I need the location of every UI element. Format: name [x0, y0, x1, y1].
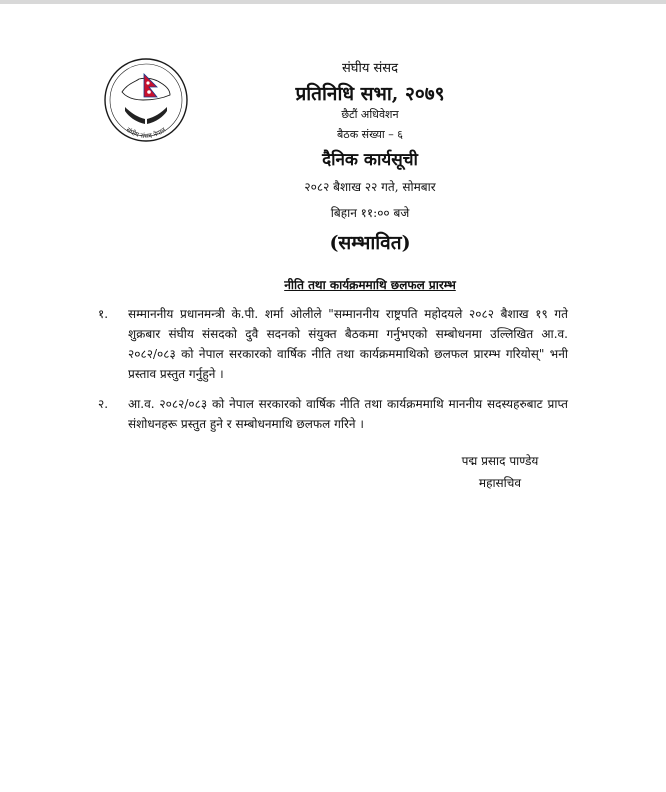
meeting-date: २०८२ बैशाख २२ गते, सोमबार	[304, 180, 436, 194]
top-divider	[0, 0, 666, 4]
meeting-number: बैठक संख्या – ६	[337, 128, 403, 141]
house-name: प्रतिनिधि सभा, २०७९	[295, 83, 445, 105]
document-title: दैनिक कार्यसूची	[322, 150, 418, 170]
meeting-time: बिहान ११:०० बजे	[330, 206, 410, 220]
agenda-item-number: १.	[98, 307, 109, 321]
signatory-name: पद्म प्रसाद पाण्डेय	[461, 454, 539, 468]
parliament-name: संघीय संसद	[342, 61, 398, 76]
agenda-item	[98, 304, 568, 384]
agenda-item-text: सम्माननीय प्रधानमन्त्री के.पी. शर्मा ओलीले "सम्माननीय राष्ट्रपति महोदयले २०८२ बैशाख १९ गते शुक्रबार संघीय संसदको दुवै सदनको संयुक्त बैठकमा गर्नुभएको सम्बोधनमा उल्लिखित आ.व. २०८२/०८३ को नेपाल सरकारको वार्षिक नीति तथा कार्यक्रममाथिको छलफल प्रारम्भ गरियोस्" भनी प्रस्ताव प्रस्तुत गर्नुहुने ।	[128, 307, 568, 381]
agenda-heading: नीति तथा कार्यक्रममाथि छलफल प्रारम्भ	[284, 278, 456, 292]
agenda-item-text: आ.व. २०८२/०८३ को नेपाल सरकारको वार्षिक नीति तथा कार्यक्रममाथि माननीय सदस्यहरुबाट प्राप्त संशोधनहरू प्रस्तुत हुने र सम्बोधनमाथि छलफल गरिने ।	[128, 397, 568, 431]
session-label: छैटौं अधिवेशन	[341, 108, 399, 121]
agenda-item-number: २.	[98, 397, 109, 411]
signatory-title: महासचिव	[478, 476, 522, 490]
emblem-text: संघीय संसद नेपाल	[124, 125, 168, 141]
agenda-item	[98, 394, 568, 434]
status-label: (सम्भावित)	[329, 232, 411, 254]
